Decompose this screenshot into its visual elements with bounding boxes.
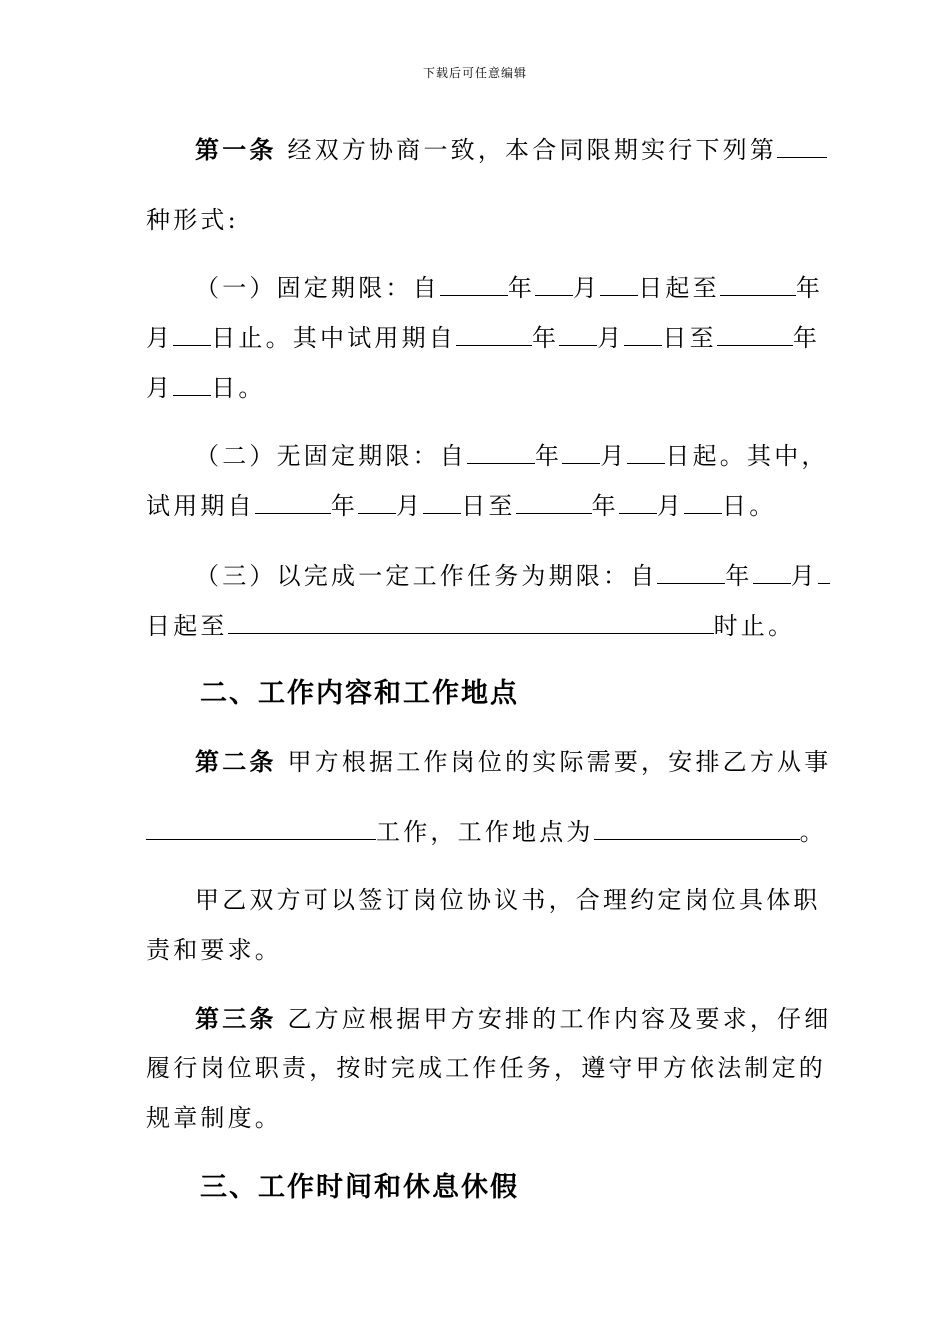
blank-field (657, 561, 725, 584)
blank-field (173, 373, 211, 396)
section-3-heading: 三、工作时间和休息休假 (200, 1172, 519, 1203)
article-1-line-1: 第一条 经双方协商一致，本合同限期实行下列第 (195, 135, 855, 165)
blank-field (516, 491, 592, 514)
article-1-title: 第一条 (195, 135, 277, 164)
article-2-line-1: 第二条 甲方根据工作岗位的实际需要，安排乙方从事 (195, 747, 832, 776)
blank-field (562, 441, 600, 464)
blank-field (717, 323, 793, 346)
blank-field (173, 323, 211, 346)
blank-field (255, 491, 331, 514)
blank-field (600, 273, 638, 296)
option-1-line-1: （一）固定期限：自 年 月 日起至 年 (195, 274, 824, 302)
blank-field (624, 323, 662, 346)
blank-field (423, 491, 461, 514)
article-2-title: 第二条 (195, 747, 277, 776)
article-3-line-3: 规章制度。 (146, 1104, 282, 1132)
blank-field (619, 491, 657, 514)
blank-field (818, 561, 830, 584)
section-2-heading: 二、工作内容和工作地点 (200, 678, 519, 709)
option-2-line-1: （二）无固定期限：自 年 月 日起。其中， (195, 442, 829, 470)
blank-field (146, 817, 376, 840)
blank-field (777, 135, 827, 158)
article-3-title: 第三条 (195, 1004, 277, 1033)
article-2-para-2-line-2: 责和要求。 (146, 936, 282, 964)
blank-field (358, 491, 396, 514)
blank-field (440, 273, 508, 296)
page-header: 下载后可任意编辑 (422, 66, 527, 80)
option-1-line-2: 月 日止。其中试用期自 年 月 日至 年 (146, 324, 821, 352)
article-2-para-2-line-1: 甲乙双方可以签订岗位协议书，合理约定岗位具体职 (195, 886, 821, 914)
article-2-line-2: 工作，工作地点为 。 (146, 817, 806, 847)
blank-field (228, 611, 714, 634)
blank-field (753, 561, 791, 584)
blank-field (456, 323, 532, 346)
blank-field (535, 273, 573, 296)
blank-field (627, 441, 665, 464)
option-3-line-1: （三）以完成一定工作任务为期限：自 年 月 (195, 561, 855, 591)
blank-field (720, 273, 796, 296)
article-3-line-1: 第三条 乙方应根据甲方安排的工作内容及要求，仔细 (195, 1004, 832, 1033)
article-3-line-2: 履行岗位职责，按时完成工作任务，遵守甲方依法制定的 (146, 1054, 826, 1082)
option-1-line-3: 月 日。 (146, 374, 266, 402)
blank-field (684, 491, 722, 514)
blank-field (467, 441, 535, 464)
option-2-line-2: 试用期自 年 月 日至 年 月 日。 (146, 492, 777, 520)
option-3-line-2: 日起至 时止。 (146, 612, 796, 640)
blank-field (559, 323, 597, 346)
article-1-line-2: 种形式: (146, 206, 239, 234)
blank-field (594, 817, 800, 840)
